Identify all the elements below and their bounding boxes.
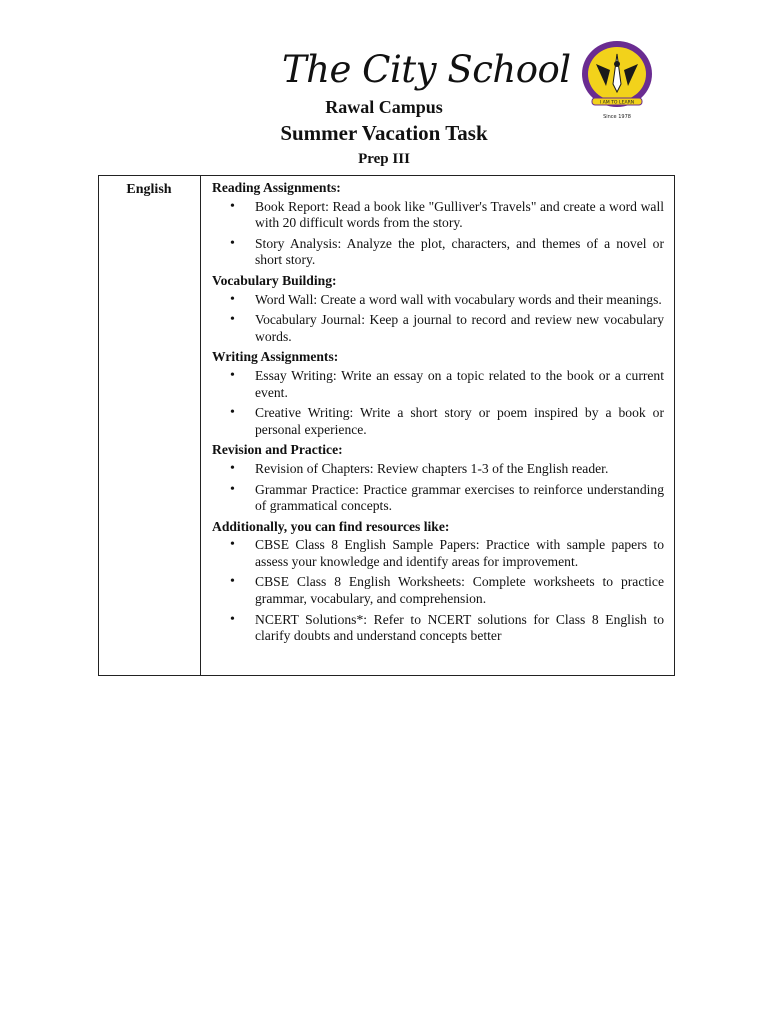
section-list — [212, 368, 664, 438]
crest-motto: I AM TO LEARN — [599, 100, 635, 106]
campus-name: Rawal Campus — [325, 97, 443, 117]
page-title: Summer Vacation Task — [280, 121, 488, 145]
section-heading: Revision and Practice: — [212, 442, 343, 458]
crest-since: Since 1978 — [603, 114, 631, 120]
subject-column — [99, 176, 201, 675]
section-list — [212, 199, 664, 269]
section-heading: Reading Assignments: — [212, 180, 341, 195]
section-list — [212, 537, 664, 645]
task-table — [98, 175, 675, 676]
section-list — [212, 292, 664, 346]
grade-label: Prep III — [358, 151, 410, 167]
list-item: • Revision of Chapters: Review chapters 1-3 of the English reader. — [212, 461, 664, 478]
section-heading: Vocabulary Building: — [212, 272, 337, 288]
list-item: • NCERT Solutions*: Refer to NCERT solutions for Class 8 English to clarify doubts and understand concepts better — [212, 612, 664, 645]
list-item: • Vocabulary Journal: Keep a journal to record and review new vocabulary words. — [212, 312, 664, 345]
section-list — [212, 461, 664, 515]
section-heading: Writing Assignments: — [212, 349, 339, 365]
subject-label: English — [126, 182, 172, 197]
list-item: • CBSE Class 8 English Worksheets: Complete worksheets to practice grammar, vocabulary, and comprehension. — [212, 574, 664, 607]
list-item: • Essay Writing: Write an essay on a topic related to the book or a current event. — [212, 368, 664, 401]
school-logo-text: The City School — [282, 48, 571, 91]
section-heading: Additionally, you can find resources like: — [212, 518, 450, 534]
list-item: • Creative Writing: Write a short story or poem inspired by a book or personal experience. — [212, 405, 664, 438]
list-item: • Grammar Practice: Practice grammar exercises to reinforce understanding of grammatical concepts. — [212, 482, 664, 515]
list-item: • CBSE Class 8 English Sample Papers: Practice with sample papers to assess your knowledge and identify areas for improvement. — [212, 537, 664, 570]
list-item: • Book Report: Read a book like "Gulliver's Travels" and create a word wall with 20 difficult words from the story. — [212, 199, 664, 232]
task-content — [212, 180, 664, 649]
list-item: • Story Analysis: Analyze the plot, characters, and themes of a novel or short story. — [212, 236, 664, 269]
list-item: • Word Wall: Create a word wall with vocabulary words and their meanings. — [212, 292, 664, 309]
